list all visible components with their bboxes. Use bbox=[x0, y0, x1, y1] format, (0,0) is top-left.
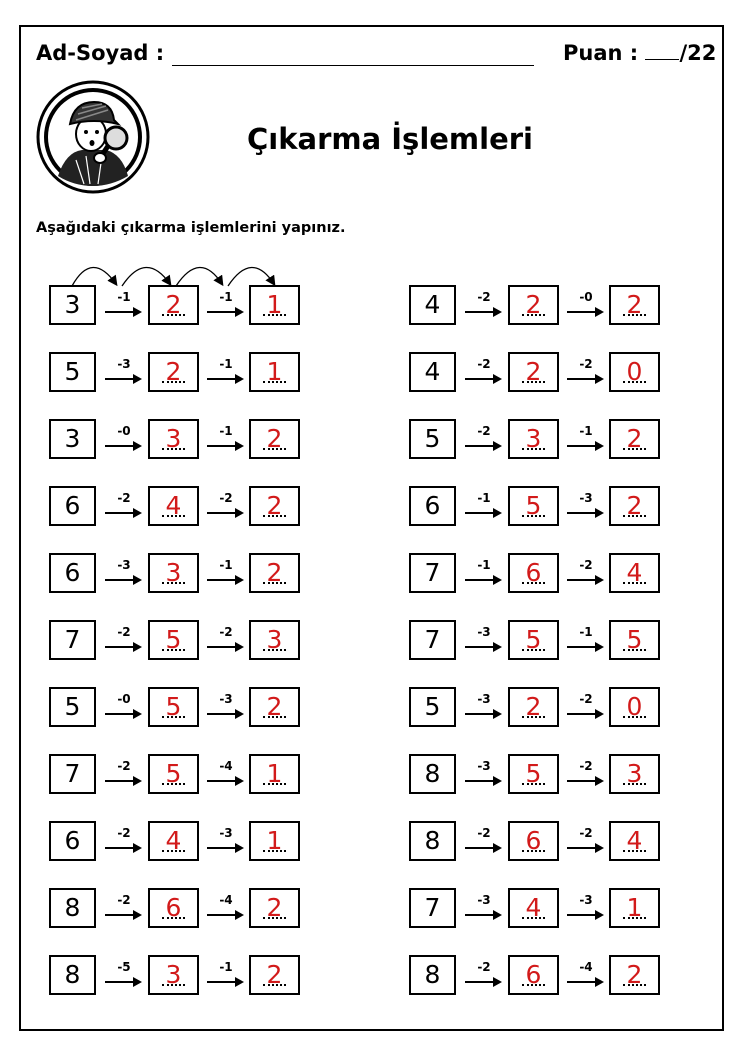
answer-value: 4 bbox=[165, 491, 182, 520]
answer-value: 6 bbox=[525, 826, 542, 855]
subtract-arrow bbox=[566, 285, 606, 325]
answer-value: 4 bbox=[626, 826, 643, 855]
answer-value: 2 bbox=[266, 893, 283, 922]
subtract-amount: -1 bbox=[117, 290, 131, 304]
subtract-arrow bbox=[206, 955, 246, 995]
subtract-amount: -4 bbox=[579, 960, 593, 974]
answer-box[interactable] bbox=[249, 888, 300, 928]
start-number: 7 bbox=[409, 620, 456, 660]
answer-box[interactable] bbox=[148, 419, 199, 459]
dotted-answer-line bbox=[623, 649, 646, 651]
dotted-answer-line bbox=[263, 314, 286, 316]
dotted-answer-line bbox=[263, 582, 286, 584]
subtract-amount: -2 bbox=[579, 692, 593, 706]
subtract-arrow bbox=[206, 486, 246, 526]
subtract-amount: -2 bbox=[477, 290, 491, 304]
answer-value: 2 bbox=[525, 357, 542, 386]
exercise-row bbox=[409, 553, 669, 620]
answer-value: 2 bbox=[525, 692, 542, 721]
subtract-arrow bbox=[206, 352, 246, 392]
answer-box[interactable] bbox=[249, 754, 300, 794]
subtract-amount: -1 bbox=[477, 491, 491, 505]
answer-box[interactable] bbox=[148, 553, 199, 593]
answer-box[interactable] bbox=[609, 955, 660, 995]
dotted-answer-line bbox=[162, 917, 185, 919]
dotted-answer-line bbox=[263, 917, 286, 919]
subtract-arrow bbox=[104, 955, 144, 995]
dotted-answer-line bbox=[623, 850, 646, 852]
start-number: 7 bbox=[49, 620, 96, 660]
answer-box[interactable] bbox=[609, 486, 660, 526]
subtract-amount: -3 bbox=[477, 625, 491, 639]
subtract-arrow bbox=[206, 285, 246, 325]
dotted-answer-line bbox=[522, 515, 545, 517]
subtract-amount: -3 bbox=[579, 491, 593, 505]
dotted-answer-line bbox=[623, 984, 646, 986]
answer-box[interactable] bbox=[508, 754, 559, 794]
subtract-amount: -2 bbox=[477, 960, 491, 974]
answer-box[interactable] bbox=[249, 955, 300, 995]
dotted-answer-line bbox=[623, 448, 646, 450]
answer-box[interactable] bbox=[508, 687, 559, 727]
answer-box[interactable] bbox=[508, 486, 559, 526]
subtract-amount: -3 bbox=[477, 893, 491, 907]
score-area bbox=[563, 41, 716, 65]
answer-value: 2 bbox=[266, 558, 283, 587]
subtract-arrow bbox=[464, 687, 504, 727]
answer-box[interactable] bbox=[249, 553, 300, 593]
dotted-answer-line bbox=[522, 917, 545, 919]
answer-box[interactable] bbox=[508, 955, 559, 995]
subtract-arrow bbox=[104, 553, 144, 593]
exercise-row bbox=[49, 754, 309, 821]
score-label: Puan : bbox=[563, 41, 639, 65]
exercise-row bbox=[49, 419, 309, 486]
dotted-answer-line bbox=[263, 783, 286, 785]
start-number: 4 bbox=[409, 352, 456, 392]
exercise-row bbox=[49, 687, 309, 754]
subtract-arrow bbox=[104, 285, 144, 325]
answer-box[interactable] bbox=[148, 687, 199, 727]
dotted-answer-line bbox=[263, 716, 286, 718]
subtract-amount: -0 bbox=[117, 424, 131, 438]
subtract-arrow bbox=[464, 754, 504, 794]
start-number: 7 bbox=[49, 754, 96, 794]
answer-value: 5 bbox=[525, 491, 542, 520]
subtract-amount: -3 bbox=[477, 692, 491, 706]
dotted-answer-line bbox=[162, 515, 185, 517]
subtract-amount: -1 bbox=[219, 424, 233, 438]
subtract-arrow bbox=[566, 553, 606, 593]
subtract-arrow bbox=[206, 687, 246, 727]
subtract-arrow bbox=[104, 888, 144, 928]
exercise-row bbox=[409, 955, 669, 1022]
answer-value: 5 bbox=[525, 759, 542, 788]
start-number: 8 bbox=[409, 955, 456, 995]
subtract-arrow bbox=[566, 352, 606, 392]
exercise-column-right bbox=[409, 285, 669, 1022]
subtract-arrow bbox=[566, 687, 606, 727]
exercise-row bbox=[409, 620, 669, 687]
dotted-answer-line bbox=[522, 314, 545, 316]
subtract-amount: -2 bbox=[579, 759, 593, 773]
subtract-amount: -1 bbox=[219, 357, 233, 371]
answer-box[interactable] bbox=[609, 687, 660, 727]
exercise-row bbox=[409, 419, 669, 486]
dotted-answer-line bbox=[522, 448, 545, 450]
exercise-row bbox=[409, 888, 669, 955]
dotted-answer-line bbox=[522, 850, 545, 852]
subtract-amount: -3 bbox=[117, 357, 131, 371]
answer-box[interactable] bbox=[508, 821, 559, 861]
subtract-arrow bbox=[464, 955, 504, 995]
answer-box[interactable] bbox=[609, 821, 660, 861]
subtract-amount: -1 bbox=[219, 558, 233, 572]
exercise-row bbox=[49, 955, 309, 1022]
subtract-arrow bbox=[104, 754, 144, 794]
start-number: 5 bbox=[409, 419, 456, 459]
answer-value: 1 bbox=[266, 759, 283, 788]
answer-value: 4 bbox=[165, 826, 182, 855]
dotted-answer-line bbox=[623, 582, 646, 584]
answer-box[interactable] bbox=[249, 687, 300, 727]
subtract-amount: -3 bbox=[219, 692, 233, 706]
answer-value: 1 bbox=[266, 357, 283, 386]
answer-value: 2 bbox=[266, 491, 283, 520]
exercise-row bbox=[409, 754, 669, 821]
subtract-arrow bbox=[206, 419, 246, 459]
subtract-amount: -4 bbox=[219, 759, 233, 773]
answer-value: 5 bbox=[165, 759, 182, 788]
answer-value: 6 bbox=[525, 960, 542, 989]
answer-box[interactable] bbox=[148, 821, 199, 861]
subtract-arrow bbox=[566, 955, 606, 995]
subtract-arrow bbox=[464, 821, 504, 861]
answer-box[interactable] bbox=[508, 553, 559, 593]
answer-value: 2 bbox=[266, 692, 283, 721]
answer-box[interactable] bbox=[508, 620, 559, 660]
subtract-arrow bbox=[104, 486, 144, 526]
exercise-row bbox=[409, 285, 669, 352]
subtract-arrow bbox=[464, 419, 504, 459]
answer-box[interactable] bbox=[148, 486, 199, 526]
dotted-answer-line bbox=[623, 716, 646, 718]
subtract-amount: -2 bbox=[477, 424, 491, 438]
subtract-arrow bbox=[566, 888, 606, 928]
dotted-answer-line bbox=[623, 783, 646, 785]
dotted-answer-line bbox=[522, 716, 545, 718]
dotted-answer-line bbox=[162, 984, 185, 986]
dotted-answer-line bbox=[522, 649, 545, 651]
subtract-amount: -3 bbox=[219, 826, 233, 840]
answer-box[interactable] bbox=[148, 285, 199, 325]
answer-box[interactable] bbox=[609, 553, 660, 593]
answer-box[interactable] bbox=[249, 285, 300, 325]
detective-logo-icon bbox=[36, 80, 150, 194]
exercise-row bbox=[49, 888, 309, 955]
dotted-answer-line bbox=[623, 515, 646, 517]
answer-box[interactable] bbox=[508, 352, 559, 392]
subtract-amount: -2 bbox=[477, 357, 491, 371]
answer-value: 3 bbox=[165, 960, 182, 989]
exercise-row bbox=[409, 352, 669, 419]
answer-box[interactable] bbox=[249, 352, 300, 392]
exercise-row bbox=[49, 553, 309, 620]
answer-value: 4 bbox=[525, 893, 542, 922]
dotted-answer-line bbox=[623, 381, 646, 383]
subtract-arrow bbox=[206, 553, 246, 593]
answer-value: 3 bbox=[266, 625, 283, 654]
answer-value: 1 bbox=[266, 290, 283, 319]
subtract-amount: -3 bbox=[579, 893, 593, 907]
answer-box[interactable] bbox=[148, 620, 199, 660]
dotted-answer-line bbox=[522, 783, 545, 785]
dotted-answer-line bbox=[522, 582, 545, 584]
dotted-answer-line bbox=[162, 448, 185, 450]
subtract-amount: -3 bbox=[477, 759, 491, 773]
answer-value: 5 bbox=[165, 625, 182, 654]
answer-value: 3 bbox=[525, 424, 542, 453]
subtract-arrow bbox=[464, 620, 504, 660]
start-number: 6 bbox=[409, 486, 456, 526]
subtract-arrow bbox=[104, 821, 144, 861]
start-number: 5 bbox=[49, 687, 96, 727]
exercise-column-left bbox=[49, 285, 309, 1022]
answer-box[interactable] bbox=[148, 888, 199, 928]
dotted-answer-line bbox=[162, 314, 185, 316]
answer-value: 2 bbox=[626, 491, 643, 520]
start-number: 7 bbox=[409, 553, 456, 593]
answer-value: 3 bbox=[165, 424, 182, 453]
answer-box[interactable] bbox=[249, 486, 300, 526]
exercise-row bbox=[49, 352, 309, 419]
instruction-text: Aşağıdaki çıkarma işlemlerini yapınız. bbox=[36, 220, 346, 236]
subtract-arrow bbox=[566, 486, 606, 526]
subtract-arrow bbox=[464, 285, 504, 325]
start-number: 6 bbox=[49, 486, 96, 526]
answer-value: 2 bbox=[165, 290, 182, 319]
subtract-amount: -1 bbox=[579, 625, 593, 639]
answer-box[interactable] bbox=[609, 754, 660, 794]
subtract-amount: -2 bbox=[219, 491, 233, 505]
dotted-answer-line bbox=[623, 314, 646, 316]
subtract-arrow bbox=[206, 754, 246, 794]
start-number: 5 bbox=[409, 687, 456, 727]
answer-box[interactable] bbox=[249, 821, 300, 861]
score-total: /22 bbox=[679, 41, 717, 65]
start-number: 7 bbox=[409, 888, 456, 928]
start-number: 8 bbox=[409, 821, 456, 861]
answer-value: 5 bbox=[626, 625, 643, 654]
dotted-answer-line bbox=[263, 515, 286, 517]
name-field[interactable] bbox=[172, 65, 534, 66]
exercise-row bbox=[409, 821, 669, 888]
answer-value: 2 bbox=[266, 960, 283, 989]
subtract-amount: -1 bbox=[219, 960, 233, 974]
start-number: 3 bbox=[49, 285, 96, 325]
answer-value: 2 bbox=[525, 290, 542, 319]
answer-value: 5 bbox=[165, 692, 182, 721]
subtract-amount: -2 bbox=[117, 491, 131, 505]
answer-box[interactable] bbox=[148, 754, 199, 794]
answer-box[interactable] bbox=[508, 285, 559, 325]
subtract-arrow bbox=[566, 754, 606, 794]
answer-box[interactable] bbox=[249, 419, 300, 459]
answer-value: 3 bbox=[626, 759, 643, 788]
answer-value: 1 bbox=[626, 893, 643, 922]
dotted-answer-line bbox=[162, 716, 185, 718]
subtract-amount: -3 bbox=[117, 558, 131, 572]
answer-box[interactable] bbox=[609, 888, 660, 928]
subtract-amount: -1 bbox=[579, 424, 593, 438]
subtract-arrow bbox=[104, 687, 144, 727]
exercise-row bbox=[49, 821, 309, 888]
answer-value: 2 bbox=[626, 424, 643, 453]
subtract-arrow bbox=[566, 821, 606, 861]
subtract-arrow bbox=[104, 419, 144, 459]
answer-value: 2 bbox=[266, 424, 283, 453]
dotted-answer-line bbox=[162, 582, 185, 584]
subtract-arrow bbox=[464, 352, 504, 392]
subtract-amount: -4 bbox=[219, 893, 233, 907]
answer-value: 3 bbox=[165, 558, 182, 587]
subtract-arrow bbox=[206, 821, 246, 861]
subtract-arrow bbox=[104, 620, 144, 660]
dotted-answer-line bbox=[263, 984, 286, 986]
answer-box[interactable] bbox=[249, 620, 300, 660]
answer-box[interactable] bbox=[609, 620, 660, 660]
answer-value: 2 bbox=[165, 357, 182, 386]
subtract-amount: -2 bbox=[219, 625, 233, 639]
subtract-amount: -2 bbox=[117, 625, 131, 639]
subtract-arrow bbox=[464, 888, 504, 928]
subtract-amount: -2 bbox=[579, 558, 593, 572]
dotted-answer-line bbox=[623, 917, 646, 919]
answer-value: 4 bbox=[626, 558, 643, 587]
answer-box[interactable] bbox=[609, 352, 660, 392]
answer-value: 2 bbox=[626, 290, 643, 319]
subtract-amount: -0 bbox=[579, 290, 593, 304]
subtract-amount: -2 bbox=[117, 826, 131, 840]
dotted-answer-line bbox=[263, 448, 286, 450]
subtract-arrow bbox=[566, 419, 606, 459]
answer-value: 5 bbox=[525, 625, 542, 654]
subtract-amount: -0 bbox=[117, 692, 131, 706]
score-field[interactable] bbox=[645, 41, 679, 60]
answer-box[interactable] bbox=[148, 352, 199, 392]
answer-box[interactable] bbox=[609, 285, 660, 325]
answer-box[interactable] bbox=[148, 955, 199, 995]
dotted-answer-line bbox=[162, 783, 185, 785]
answer-value: 0 bbox=[626, 357, 643, 386]
answer-value: 0 bbox=[626, 692, 643, 721]
subtract-amount: -2 bbox=[117, 893, 131, 907]
subtract-arrow bbox=[464, 553, 504, 593]
dotted-answer-line bbox=[162, 381, 185, 383]
exercise-row bbox=[49, 620, 309, 687]
answer-value: 1 bbox=[266, 826, 283, 855]
dotted-answer-line bbox=[522, 984, 545, 986]
start-number: 8 bbox=[49, 955, 96, 995]
subtract-amount: -2 bbox=[477, 826, 491, 840]
exercise-row bbox=[409, 486, 669, 553]
page-title: Çıkarma İşlemleri bbox=[247, 122, 533, 156]
start-number: 6 bbox=[49, 553, 96, 593]
subtract-amount: -1 bbox=[219, 290, 233, 304]
exercise-row bbox=[49, 486, 309, 553]
name-label: Ad-Soyad : bbox=[36, 41, 165, 65]
start-number: 8 bbox=[409, 754, 456, 794]
answer-value: 6 bbox=[165, 893, 182, 922]
subtract-amount: -1 bbox=[477, 558, 491, 572]
answer-box[interactable] bbox=[508, 419, 559, 459]
subtract-arrow bbox=[104, 352, 144, 392]
answer-value: 2 bbox=[626, 960, 643, 989]
subtract-arrow bbox=[206, 888, 246, 928]
dotted-answer-line bbox=[263, 649, 286, 651]
start-number: 4 bbox=[409, 285, 456, 325]
dotted-answer-line bbox=[522, 381, 545, 383]
dotted-answer-line bbox=[263, 850, 286, 852]
start-number: 3 bbox=[49, 419, 96, 459]
answer-box[interactable] bbox=[508, 888, 559, 928]
subtract-arrow bbox=[464, 486, 504, 526]
subtract-amount: -2 bbox=[579, 357, 593, 371]
subtract-arrow bbox=[566, 620, 606, 660]
subtract-amount: -2 bbox=[117, 759, 131, 773]
subtract-arrow bbox=[206, 620, 246, 660]
subtract-amount: -2 bbox=[579, 826, 593, 840]
start-number: 6 bbox=[49, 821, 96, 861]
dotted-answer-line bbox=[263, 381, 286, 383]
answer-value: 6 bbox=[525, 558, 542, 587]
start-number: 8 bbox=[49, 888, 96, 928]
dotted-answer-line bbox=[162, 850, 185, 852]
exercise-row bbox=[49, 285, 309, 352]
answer-box[interactable] bbox=[609, 419, 660, 459]
subtract-amount: -5 bbox=[117, 960, 131, 974]
start-number: 5 bbox=[49, 352, 96, 392]
exercise-row bbox=[409, 687, 669, 754]
dotted-answer-line bbox=[162, 649, 185, 651]
